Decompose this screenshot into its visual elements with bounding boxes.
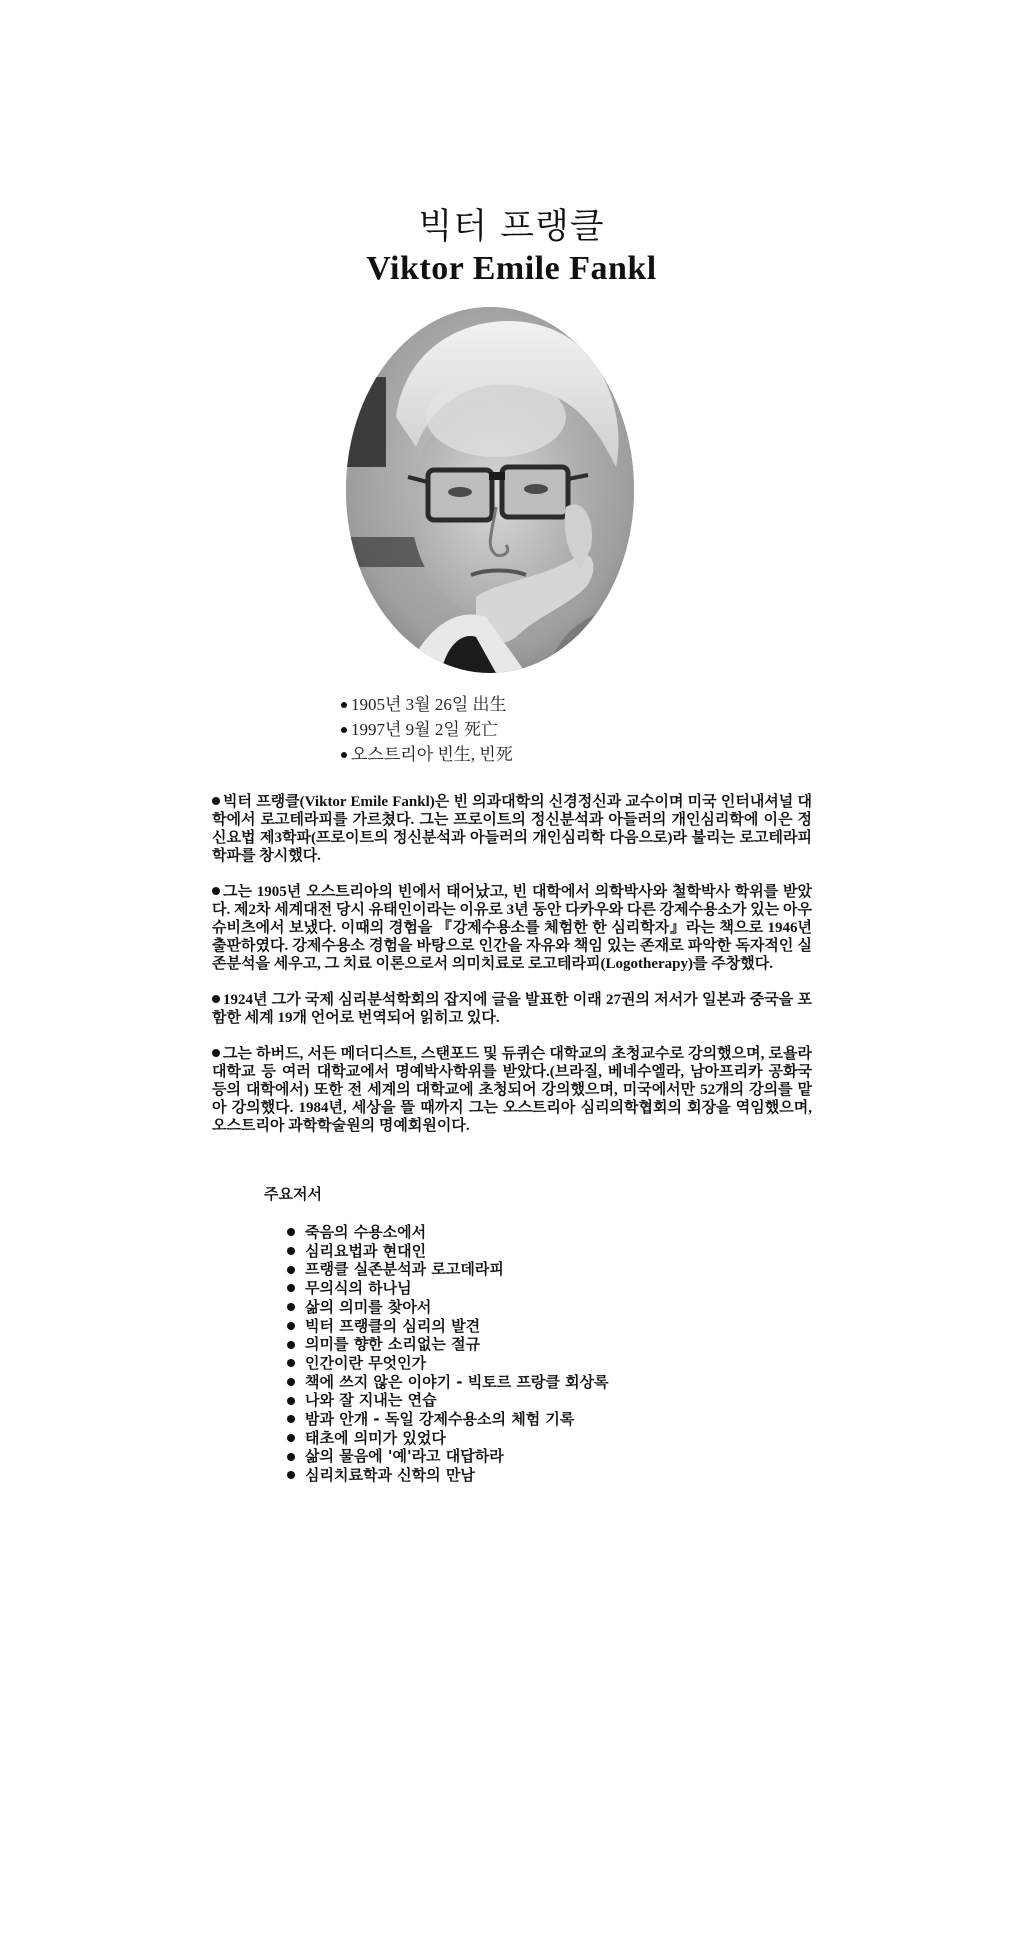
bullet-icon	[212, 887, 220, 895]
work-item	[287, 1354, 609, 1373]
bullet-icon	[287, 1415, 295, 1423]
work-item	[287, 1298, 609, 1317]
work-title: 밤과 안개 - 독일 강제수용소의 체험 기록	[305, 1410, 575, 1429]
bullet-icon	[287, 1303, 295, 1311]
paragraph-text: 빅터 프랭클(Viktor Emile Fankl)은 빈 의과대학의 신경정신과 교수이며 미국 인터내셔널 대학에서 로고테라피를 가르쳤다. 그는 프로이트의 정신분석과 아들러의 개인심리학에 이은 정신요법 제3학파(프로이트의 정신분석과 아들러의 개인심리학 다음으로)라 불리는 로고테라피 학파를 창시했다.	[212, 794, 812, 864]
bullet-icon	[212, 995, 220, 1003]
fact-text: 오스트리아 빈生, 빈死	[351, 745, 513, 764]
work-item	[287, 1429, 609, 1448]
bullet-icon	[287, 1228, 295, 1236]
title-english: Viktor Emile Fankl	[366, 250, 657, 287]
paragraph-text: 1924년 그가 국제 심리분석학회의 잡지에 글을 발표한 이래 27권의 저서가 일본과 중국을 포함한 세계 19개 언어로 번역되어 읽히고 있다.	[212, 992, 812, 1026]
work-title: 무의식의 하나님	[305, 1279, 412, 1298]
bullet-icon	[212, 1049, 220, 1057]
paragraph-early-life	[212, 883, 812, 973]
bullet-icon	[287, 1434, 295, 1442]
bullet-icon	[287, 1284, 295, 1292]
work-item	[287, 1466, 609, 1485]
portrait-illustration	[346, 307, 634, 673]
fact-text: 1997년 9월 2일 死亡	[351, 720, 499, 739]
work-item	[287, 1410, 609, 1429]
fact-text: 1905년 3월 26일 出生	[351, 695, 507, 714]
work-title: 의미를 향한 소리없는 절규	[305, 1335, 481, 1354]
work-item	[287, 1335, 609, 1354]
work-title: 삶의 물음에 '예'라고 대답하라	[305, 1447, 504, 1466]
bullet-icon	[212, 797, 220, 805]
bullet-icon	[287, 1266, 295, 1274]
bullet-icon	[341, 702, 347, 708]
bullet-icon	[287, 1378, 295, 1386]
work-title: 삶의 의미를 찾아서	[305, 1297, 432, 1316]
fact-death	[341, 717, 513, 742]
page-header	[0, 205, 1023, 289]
portrait-photo	[346, 307, 634, 673]
paragraph-text: 그는 1905년 오스트리아의 빈에서 태어났고, 빈 대학에서 의학박사와 철학박사 학위를 받았다. 제2차 세계대전 당시 유태인이라는 이유로 3년 동안 다카우와 다른 강제수용소가 있는 아우슈비츠에서 보냈다. 이때의 경험을 『강제수용소를 체험한 한 심리학자』라는 책으로 1946년 출판하였다. 강제수용소 경험을 바탕으로 인간을 자유와 책임 있는 존재로 파악한 독자적인 실존분석을 세우고, 그 치료 이론으로서 의미치료로 로고테라피(Logotherapy)를 주창했다.	[212, 884, 812, 972]
bullet-icon	[287, 1341, 295, 1349]
bullet-icon	[287, 1453, 295, 1461]
work-title: 죽음의 수용소에서	[305, 1223, 427, 1241]
work-title: 심리치료학과 신학의 만남	[305, 1466, 475, 1485]
major-works-heading: 주요저서	[264, 1185, 322, 1203]
bullet-icon	[341, 727, 347, 733]
bullet-icon	[287, 1397, 295, 1405]
work-title: 빅터 프랭클의 심리의 발견	[305, 1316, 481, 1335]
work-item	[287, 1373, 609, 1392]
biography-facts-list	[341, 692, 513, 767]
work-item	[287, 1279, 609, 1298]
work-title: 나와 잘 지내는 연습	[305, 1391, 437, 1410]
work-title: 책에 쓰지 않은 이야기 - 빅토르 프랑클 회상록	[305, 1372, 609, 1391]
paragraph-career	[212, 1045, 812, 1135]
work-item	[287, 1317, 609, 1336]
work-title: 프랭클 실존분석과 로고데라피	[305, 1260, 504, 1279]
paragraph-intro	[212, 793, 812, 865]
work-title: 인간이란 무엇인가	[305, 1353, 427, 1372]
paragraph-text: 그는 하버드, 서든 메더디스트, 스탠포드 및 듀퀴슨 대학교의 초청교수로 강의했으며, 로욜라 대학교 등 여러 대학교에서 명예박사학위를 받았다.(브라질, 베네수엘라, 남아프리카 공화국 등의 대학에서) 또한 전 세계의 대학교에 초청되어 강의했으며, 미국에서만 52개의 강의를 맡아 강의했다. 1984년, 세상을 뜰 때까지 그는 오스트리아 심리의학협회의 회장을 역임했으며, 오스트리아 과학학술원의 명예회원이다.	[212, 1046, 812, 1134]
work-title: 심리요법과 현대인	[305, 1241, 427, 1260]
work-title: 태초에 의미가 있었다	[305, 1428, 446, 1447]
bullet-icon	[287, 1322, 295, 1330]
paragraph-publications	[212, 991, 812, 1027]
bullet-icon	[287, 1247, 295, 1255]
work-item	[287, 1242, 609, 1261]
work-item	[287, 1391, 609, 1410]
bullet-icon	[287, 1359, 295, 1367]
work-item	[287, 1447, 609, 1466]
fact-place	[341, 742, 513, 767]
biography-body	[212, 793, 812, 1153]
fact-birth	[341, 692, 513, 717]
work-item	[287, 1223, 609, 1242]
work-item	[287, 1260, 609, 1279]
title-korean: 빅터 프랭클	[418, 207, 605, 247]
bullet-icon	[341, 752, 347, 758]
bullet-icon	[287, 1471, 295, 1479]
major-works-list	[287, 1223, 609, 1485]
